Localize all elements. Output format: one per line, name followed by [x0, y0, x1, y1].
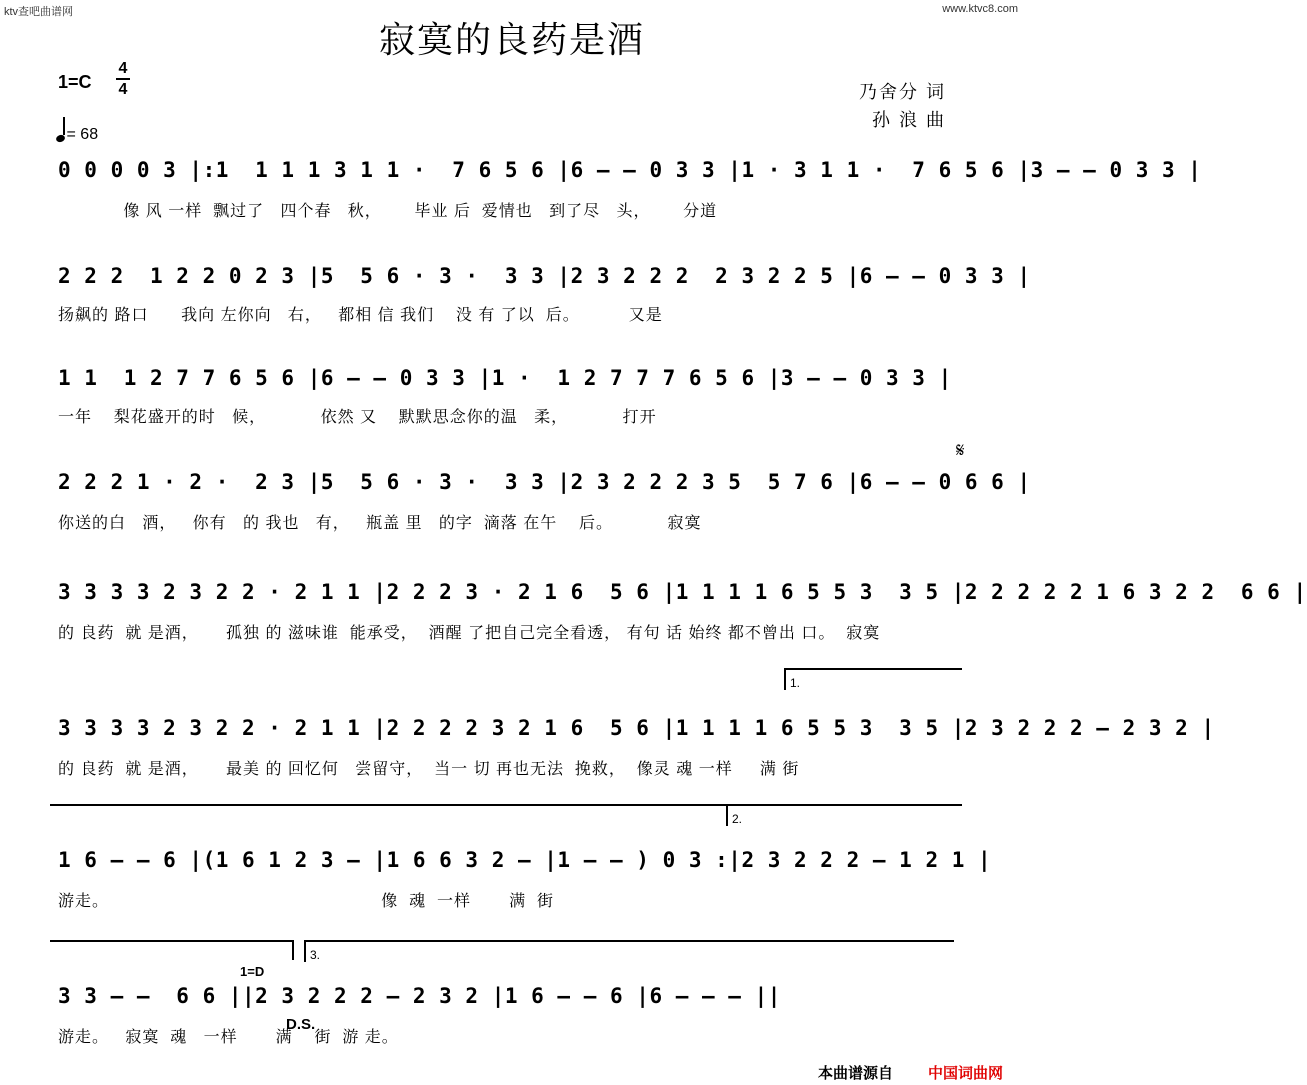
tempo-marking — [56, 121, 98, 144]
lyric-line-8: 游走。 寂寞 魂 一样 满 街 游 走。 — [58, 1029, 399, 1046]
notation-line-5: 3 3 3 3 2 3 2 2 · 2 1 1 |2 2 2 3 · 2 1 6 5 6 |1 1 1 1 6 5 5 3 3 5 |2 2 2 2 2 1 6 3 2 2 6 6 | — [58, 580, 1307, 604]
ds-marker: D.S. — [286, 1016, 316, 1033]
notation-line-2: 2 2 2 1 2 2 0 2 3 |5 5 6 · 3 · 3 3 |2 3 2 2 2 2 3 2 2 5 |6 – – 0 3 3 | — [58, 264, 1031, 288]
lyric-line-3: 一年 梨花盛开的时 候， 依然 又 默默思念你的温 柔， 打开 — [58, 409, 657, 426]
volta-2-edge — [726, 804, 728, 826]
footer-source-label: 本曲谱源自 — [818, 1065, 894, 1082]
lyric-line-7: 游走。 像 魂 一样 满 街 — [58, 893, 555, 910]
meter-top: 4 — [118, 60, 128, 77]
lyricist-credit: 乃舍分 词 — [858, 82, 946, 102]
song-title: 寂寞的良药是酒 — [378, 19, 645, 60]
volta-3-edge — [304, 940, 306, 962]
volta-2-label: 2. — [732, 812, 743, 826]
notation-line-3: 1 1 1 2 7 7 6 5 6 |6 – – 0 3 3 |1 · 1 2 7 7 7 6 5 6 |3 – – 0 3 3 | — [58, 366, 952, 390]
volta-3-line — [304, 940, 954, 942]
notation-line-1: 0 0 0 0 3 |:1 1 1 1 3 1 1 · 7 6 5 6 |6 – – 0 3 3 |1 · 3 1 1 · 7 6 5 6 |3 – – 0 3 3 | — [58, 158, 1202, 182]
volta-3-pre-edge — [292, 940, 294, 960]
watermark-right: www.ktvc8.com — [942, 3, 1018, 15]
segno-icon: 𝄋 — [956, 440, 965, 462]
volta-3-label: 3. — [310, 948, 321, 962]
key-change-label: 1=D — [240, 964, 265, 979]
footer-site-link[interactable]: 中国词曲网 — [928, 1065, 1004, 1082]
notation-line-6: 3 3 3 3 2 3 2 2 · 2 1 1 |2 2 2 2 3 2 1 6 5 6 |1 1 1 1 6 5 5 3 3 5 |2 3 2 2 2 – 2 3 2 | — [58, 716, 1215, 740]
notation-line-7: 1 6 – – 6 |(1 6 1 2 3 – |1 6 6 3 2 – |1 – – ) 0 3 :|2 3 2 2 2 – 1 2 1 | — [58, 848, 992, 872]
watermark-left: ktv查吧曲谱网 — [4, 6, 74, 18]
lyric-line-2: 扬飙的 路口 我向 左你向 右， 都相 信 我们 没 有 了以 后。 又是 — [58, 307, 663, 324]
volta-1-label: 1. — [790, 676, 801, 690]
volta-line-top — [50, 804, 962, 806]
volta-3-pre-line — [50, 940, 292, 942]
meter-bottom: 4 — [118, 81, 128, 98]
tempo-value: = 68 — [66, 126, 99, 143]
lyric-line-5: 的 良药 就 是酒， 孤独 的 滋味谁 能承受， 酒醒 了把自己完全看透， 有句 话 始终 都不曾出 口。 寂寞 — [58, 625, 881, 642]
lyric-line-4: 你送的白 酒， 你有 的 我也 有， 瓶盖 里 的字 滴落 在午 后。 寂寞 — [58, 515, 702, 532]
lyric-line-1: 像 风 一样 飘过了 四个春 秋， 毕业 后 爱情也 到了尽 头， 分道 — [58, 203, 718, 220]
volta-1-edge — [784, 668, 786, 690]
notation-line-8: 3 3 – – 6 6 ||2 3 2 2 2 – 2 3 2 |1 6 – – 6 |6 – – – || — [58, 984, 781, 1008]
notation-line-4: 2 2 2 1 · 2 · 2 3 |5 5 6 · 3 · 3 3 |2 3 2 2 2 3 5 5 7 6 |6 – – 0 6 6 | — [58, 470, 1031, 494]
lyric-line-6: 的 良药 就 是酒， 最美 的 回忆何 尝留守， 当一 切 再也无法 挽救， 像灵 魂 一样 满 街 — [58, 761, 800, 778]
volta-1-line — [784, 668, 962, 670]
composer-credit: 孙 浪 曲 — [871, 110, 946, 130]
key-signature: 1=C — [58, 72, 92, 92]
quarter-note-icon — [55, 134, 66, 144]
time-signature — [116, 60, 130, 98]
